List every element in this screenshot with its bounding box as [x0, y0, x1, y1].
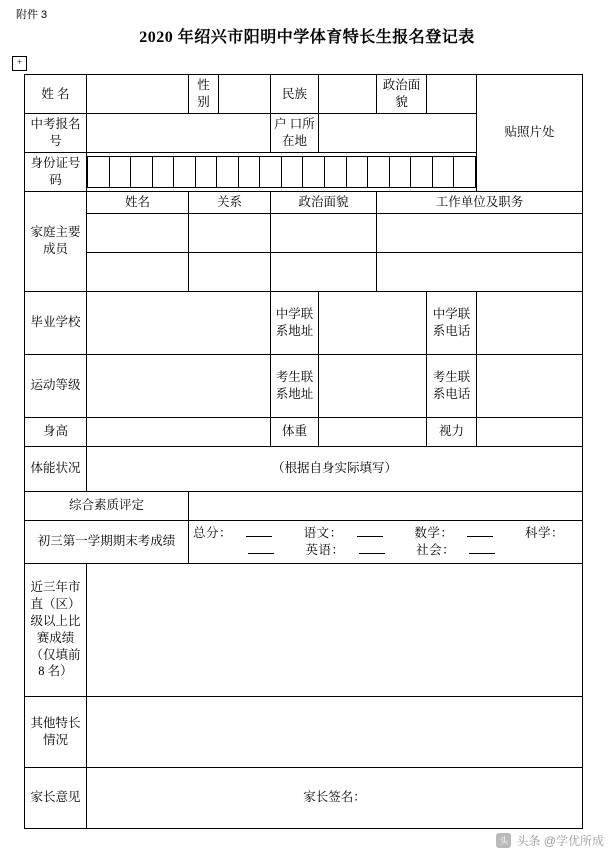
- family-header-name: 姓名: [87, 191, 189, 213]
- table-row: [25, 354, 583, 417]
- id-cell[interactable]: [88, 156, 110, 187]
- student-phone-label: 考生联系电话: [427, 354, 477, 417]
- political-status-label: 政治面貌: [377, 75, 427, 114]
- score-society: 社会：: [416, 543, 509, 557]
- parent-signature-field[interactable]: 家长签名：: [87, 767, 583, 828]
- exam-number-field[interactable]: [87, 114, 271, 153]
- family-members-label: 家庭主要成员: [25, 191, 87, 291]
- household-field[interactable]: [319, 114, 477, 153]
- photo-placeholder[interactable]: 贴照片处: [477, 75, 583, 192]
- table-row: [25, 213, 583, 252]
- score-english: 英语：: [305, 543, 398, 557]
- id-number-cells: [87, 156, 476, 188]
- fitness-status-field[interactable]: （根据自身实际填写）: [87, 446, 583, 491]
- sport-level-field[interactable]: [87, 354, 271, 417]
- id-cell[interactable]: [389, 156, 411, 187]
- family-name-field[interactable]: [87, 213, 189, 252]
- table-row: [25, 563, 583, 696]
- table-row: [25, 75, 583, 114]
- score-science: 科学：: [248, 526, 578, 557]
- student-address-field[interactable]: [319, 354, 427, 417]
- crop-mark-icon: [12, 56, 27, 71]
- exam-number-label: 中考报名号: [25, 114, 87, 153]
- nation-label: 民族: [271, 75, 319, 114]
- table-row: [25, 191, 583, 213]
- school-address-label: 中学联系地址: [271, 291, 319, 354]
- family-work-field[interactable]: [377, 213, 583, 252]
- score-math-value[interactable]: [467, 536, 493, 537]
- term-exam-scores-label: 初三第一学期期末考成绩: [25, 520, 189, 563]
- graduation-school-field[interactable]: [87, 291, 271, 354]
- graduation-school-label: 毕业学校: [25, 291, 87, 354]
- vision-field[interactable]: [477, 417, 583, 446]
- family-relation-field[interactable]: [189, 252, 271, 291]
- competition-results-field[interactable]: [87, 563, 583, 696]
- score-english-value[interactable]: [359, 553, 385, 554]
- family-name-field[interactable]: [87, 252, 189, 291]
- family-political-field[interactable]: [271, 213, 377, 252]
- id-cell[interactable]: [131, 156, 153, 187]
- family-political-field[interactable]: [271, 252, 377, 291]
- gender-label: 性别: [189, 75, 219, 114]
- family-work-field[interactable]: [377, 252, 583, 291]
- page-title: 2020 年绍兴市阳明中学体育特长生报名登记表: [139, 29, 475, 46]
- id-cell[interactable]: [411, 156, 433, 187]
- height-label: 身高: [25, 417, 87, 446]
- comprehensive-quality-label: 综合素质评定: [25, 491, 189, 520]
- term-exam-scores-fields[interactable]: [189, 520, 583, 563]
- score-total-value[interactable]: [246, 536, 272, 537]
- gender-field[interactable]: [219, 75, 271, 114]
- watermark: [496, 832, 604, 849]
- score-total: 总分：: [193, 526, 286, 540]
- name-field[interactable]: [87, 75, 189, 114]
- school-phone-label: 中学联系电话: [427, 291, 477, 354]
- table-row: [25, 767, 583, 828]
- id-cell[interactable]: [432, 156, 454, 187]
- registration-form-table: [24, 74, 583, 829]
- score-chinese: 语文：: [304, 526, 397, 540]
- table-row: [25, 446, 583, 491]
- id-cell[interactable]: [152, 156, 174, 187]
- weight-label: 体重: [271, 417, 319, 446]
- competition-results-label: 近三年市直（区）级以上比赛成绩（仅填前 8 名）: [25, 563, 87, 696]
- id-cell[interactable]: [217, 156, 239, 187]
- height-field[interactable]: [87, 417, 271, 446]
- family-header-political: 政治面貌: [271, 191, 377, 213]
- table-row: [25, 417, 583, 446]
- other-specialty-label: 其他特长情况: [25, 696, 87, 767]
- table-row: [25, 291, 583, 354]
- table-row: [25, 252, 583, 291]
- student-phone-field[interactable]: [477, 354, 583, 417]
- id-cell[interactable]: [238, 156, 260, 187]
- id-cell[interactable]: [346, 156, 368, 187]
- name-label: 姓 名: [25, 75, 87, 114]
- table-row: [25, 520, 583, 563]
- id-cell[interactable]: [303, 156, 325, 187]
- student-address-label: 考生联系地址: [271, 354, 319, 417]
- watermark-text: 头条 @学优所成: [516, 834, 604, 848]
- table-row: [25, 491, 583, 520]
- id-number-label: 身份证号码: [25, 153, 87, 192]
- family-header-work: 工作单位及职务: [377, 191, 583, 213]
- id-cell[interactable]: [368, 156, 390, 187]
- nation-field[interactable]: [319, 75, 377, 114]
- comprehensive-quality-field[interactable]: [189, 491, 583, 520]
- school-address-field[interactable]: [319, 291, 427, 354]
- family-relation-field[interactable]: [189, 213, 271, 252]
- id-cell[interactable]: [195, 156, 217, 187]
- id-cell[interactable]: [109, 156, 131, 187]
- political-status-field[interactable]: [427, 75, 477, 114]
- other-specialty-field[interactable]: [87, 696, 583, 767]
- fitness-status-label: 体能状况: [25, 446, 87, 491]
- sport-level-label: 运动等级: [25, 354, 87, 417]
- household-label: 户 口所在地: [271, 114, 319, 153]
- family-header-relation: 关系: [189, 191, 271, 213]
- score-society-value[interactable]: [469, 553, 495, 554]
- id-cell[interactable]: [174, 156, 196, 187]
- weight-field[interactable]: [319, 417, 427, 446]
- id-cell[interactable]: [260, 156, 282, 187]
- id-cell[interactable]: [454, 156, 476, 187]
- table-row: [25, 696, 583, 767]
- score-math: 数学：: [414, 526, 507, 540]
- school-phone-field[interactable]: [477, 291, 583, 354]
- vision-label: 视力: [427, 417, 477, 446]
- score-science-value[interactable]: [248, 553, 274, 554]
- parent-opinion-label: 家长意见: [25, 767, 87, 828]
- score-chinese-value[interactable]: [357, 536, 383, 537]
- toutiao-logo-icon: 头: [496, 833, 511, 848]
- id-cell[interactable]: [281, 156, 303, 187]
- attachment-label: 附件 3: [16, 9, 48, 21]
- id-cell[interactable]: [325, 156, 347, 187]
